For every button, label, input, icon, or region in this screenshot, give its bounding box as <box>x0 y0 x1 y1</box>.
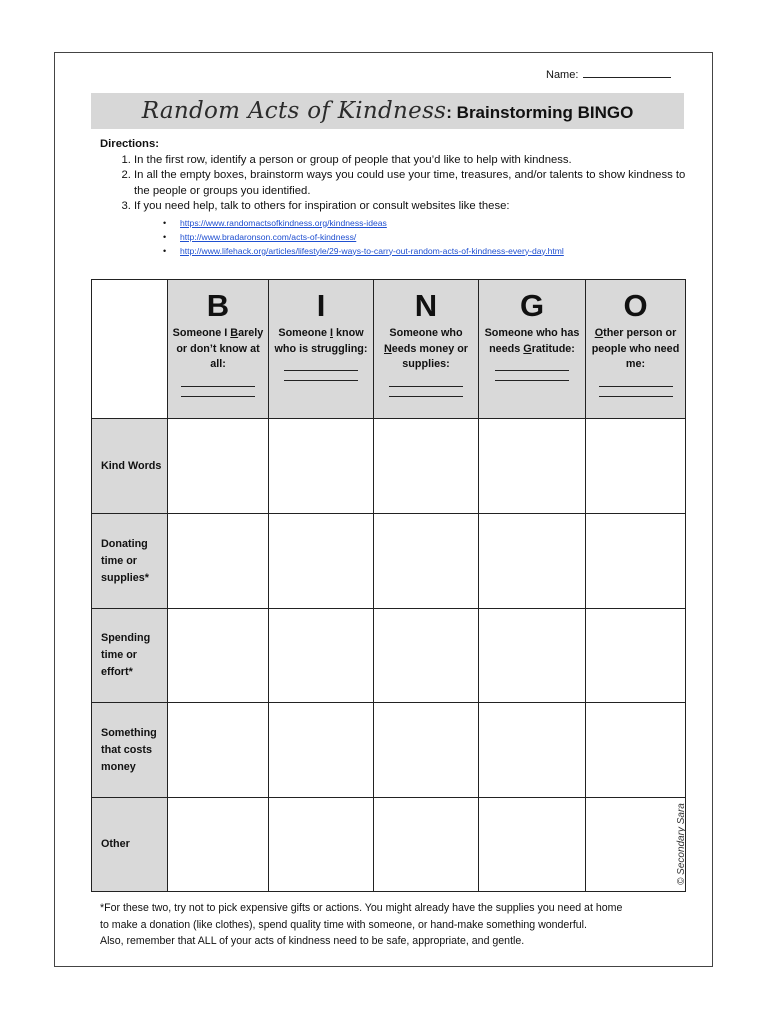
grid-cell[interactable] <box>479 419 586 514</box>
grid-cell[interactable] <box>374 609 479 703</box>
direction-step-text: If you need help, talk to others for inspiration or consult websites like these: <box>134 200 510 212</box>
copyright-notice: © Secondary Sara <box>676 803 687 885</box>
grid-cell[interactable] <box>479 514 586 609</box>
grid-cell[interactable] <box>168 703 269 798</box>
grid-cell[interactable] <box>168 609 269 703</box>
grid-cell[interactable] <box>168 514 269 609</box>
column-header-i <box>269 280 374 419</box>
link-item <box>180 230 690 244</box>
grid-cell[interactable] <box>479 798 586 892</box>
link-item <box>180 216 690 230</box>
column-header-g <box>479 280 586 419</box>
column-blanks[interactable] <box>599 377 673 397</box>
name-field[interactable] <box>546 66 671 81</box>
grid-cell[interactable] <box>586 798 686 892</box>
grid-cell[interactable] <box>374 419 479 514</box>
name-blank[interactable] <box>583 66 671 78</box>
grid-cell[interactable] <box>586 609 686 703</box>
directions-heading: Directions: <box>100 138 160 150</box>
row-label: Spending time or effort* <box>92 609 168 703</box>
column-blanks[interactable] <box>284 361 358 381</box>
column-header-n <box>374 280 479 419</box>
grid-cell[interactable] <box>479 703 586 798</box>
title-bold: : Brainstorming BINGO <box>446 103 634 122</box>
row-label: Donating time or supplies* <box>92 514 168 609</box>
grid-cell[interactable] <box>586 514 686 609</box>
link-lifehack[interactable]: http://www.lifehack.org/articles/lifestyle/29-ways-to-carry-out-random-acts-of-kindness-every-day.html <box>180 245 564 256</box>
row-label: Other <box>92 798 168 892</box>
grid-cell[interactable] <box>479 609 586 703</box>
grid-cell[interactable] <box>269 514 374 609</box>
column-description: Someone I know who is struggling: <box>274 327 368 355</box>
corner-cell <box>92 280 168 419</box>
grid-row <box>92 798 686 892</box>
header-row <box>92 280 686 419</box>
grid-row <box>92 419 686 514</box>
directions-steps <box>100 153 690 258</box>
column-header-o <box>586 280 686 419</box>
title-bar <box>91 93 684 129</box>
direction-step <box>134 199 690 258</box>
column-letter: B <box>206 288 230 323</box>
link-item <box>180 244 690 258</box>
row-label: Kind Words <box>92 419 168 514</box>
footnote-line: *For these two, try not to pick expensive gifts or actions. You might already have the supplies you need at home <box>100 902 623 914</box>
grid-row <box>92 609 686 703</box>
directions <box>100 137 690 258</box>
title-script: Random Acts of Kindness <box>141 98 447 124</box>
grid-cell[interactable] <box>168 419 269 514</box>
column-description: Someone who has needs Gratitude: <box>484 327 580 355</box>
column-blanks[interactable] <box>495 361 569 381</box>
grid-cell[interactable] <box>168 798 269 892</box>
direction-step: 2. In all the empty boxes, brainstorm ways you could use your time, treasures, and/or talents to show kindness to the people or groups you identified. <box>134 168 690 199</box>
link-randomactsofkindness[interactable]: https://www.randomactsofkindness.org/kindness-ideas <box>180 217 387 228</box>
column-description: Someone who Needs money or supplies: <box>383 327 469 370</box>
grid-cell[interactable] <box>269 798 374 892</box>
column-blanks[interactable] <box>181 377 255 397</box>
column-header-b <box>168 280 269 419</box>
grid-cell[interactable] <box>374 514 479 609</box>
grid-cell[interactable] <box>269 609 374 703</box>
column-letter: N <box>414 288 438 323</box>
grid-cell[interactable] <box>374 798 479 892</box>
grid-cell[interactable] <box>269 703 374 798</box>
grid-row <box>92 703 686 798</box>
row-label: Something that costs money <box>92 703 168 798</box>
name-label: Name: <box>546 69 579 81</box>
grid-cell[interactable] <box>269 419 374 514</box>
grid-row <box>92 514 686 609</box>
link-bradaronson[interactable]: http://www.bradaronson.com/acts-of-kindness/ <box>180 231 357 242</box>
column-letter: O <box>623 288 648 323</box>
column-blanks[interactable] <box>389 377 463 397</box>
column-letter: I <box>316 288 326 323</box>
column-description: Someone I Barely or don’t know at all: <box>172 327 264 370</box>
bingo-grid <box>91 279 686 892</box>
link-list <box>134 216 690 258</box>
direction-step: 1. In the first row, identify a person or group of people that you’d like to help with kindness. <box>134 153 690 169</box>
footnote <box>100 900 690 950</box>
grid-cell[interactable] <box>586 419 686 514</box>
column-letter: G <box>519 288 545 323</box>
footnote-line: to make a donation (like clothes), spend quality time with someone, or hand-make something wonderful. <box>100 918 587 931</box>
footnote-line: Also, remember that ALL of your acts of kindness need to be safe, appropriate, and gentle. <box>100 935 525 947</box>
grid-cell[interactable] <box>586 703 686 798</box>
column-description: Other person or people who need me: <box>591 327 680 370</box>
grid-cell[interactable] <box>374 703 479 798</box>
